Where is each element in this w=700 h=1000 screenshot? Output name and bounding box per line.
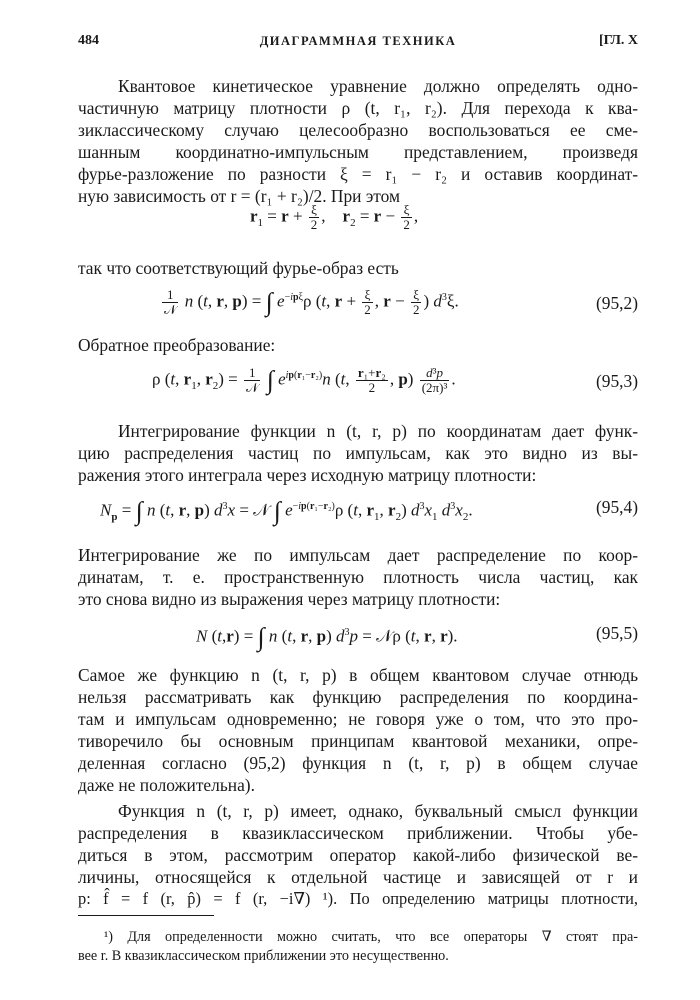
text-line: Интегрирование функции n (t, r, p) по координатам дает функ- [118, 421, 638, 441]
equation-r1-r2: $r_1 = r$ + $\frac{\xi}{2}$ , $r_2 = r$ − $\frac{\xi}{2}$ , [250, 202, 419, 232]
equation-95-4: $N_p$ = ∫ n (t, r, p) $d^3x$ = 𝒩 ∫ $e^{-ip(r_1-r_2)}\rho$ (t, $r_1$, $r_2$) $d^3x_1$ $d^3x_2$. [100, 496, 473, 526]
text-line: фурье-разложение по разности ξ = r₁ − r₂ и оставив координат- [78, 164, 638, 184]
text-line: даже не положительна). [78, 775, 255, 795]
equation-number: (95,4) [595, 497, 638, 517]
text-line: Интегрирование же по импульсам дает распределение по коор- [78, 545, 638, 565]
text-line: деленная согласно (95,2) функция n (t, r, p) в общем случае [78, 753, 638, 773]
equation-95-5: N (t,r) = ∫ n (t, r, p) $d^3p$ = 𝒩ρ (t, r, r). [196, 622, 458, 652]
footnote-rule [78, 915, 214, 916]
running-title: ДИАГРАММНАЯ ТЕХНИКА [259, 34, 457, 48]
text-line: ную зависимость от r = (r₁ + r₂)/2. При этом [78, 186, 401, 206]
equation-number: (95,5) [595, 623, 638, 643]
text-line: частичную матрицу плотности ρ (t, r₁, r₂). Для перехода к ква- [78, 98, 638, 118]
footnote-line: ¹) Для определенности можно считать, что все операторы ∇ стоят пра- [104, 929, 638, 945]
text-line: зиклассическому случаю целесообразно воспользоваться ее сме- [78, 120, 638, 140]
page-header [78, 33, 638, 53]
text-line: шанным координатно-импульсным представлением, произведя [78, 142, 638, 162]
text-line: диться в этом, рассмотрим оператор какой-либо физической ве- [78, 845, 638, 865]
footnote-line: вее r. В квазиклассическом приближении это несущественно. [78, 948, 449, 964]
equation-number: (95,3) [595, 371, 638, 391]
text-line: Обратное преобразование: [78, 335, 276, 355]
text-line: это снова видно из выражения через матрицу плотности: [78, 589, 501, 609]
text-line: нельзя рассматривать как функцию распределения по координа- [78, 687, 638, 707]
page-number: 484 [78, 33, 99, 48]
text-line: p: f̂ = f (r, p̂) = f (r, −i∇) ¹). По определению матрицы плотности, [78, 889, 638, 908]
text-line: цию распределения частиц по импульсам, как это видно из вы- [78, 443, 638, 463]
text-line: динатам, т. е. пространственную плотность числа частиц, как [78, 567, 638, 587]
text-line: тиворечило бы основным принципам квантовой механики, опре- [78, 731, 638, 751]
text-line: Квантовое кинетическое уравнение должно определять одно- [118, 76, 638, 96]
text-line: ражения этого интеграла через исходную матрицу плотности: [78, 465, 537, 485]
text-line: распределения в квазиклассическом приближении. Чтобы убе- [78, 823, 638, 843]
text-line: личины, относящейся к отдельной частице и зависящей от r и [78, 867, 638, 887]
chapter-label: [ГЛ. X [599, 33, 638, 48]
text-line: там и импульсам одновременно; не говоря уже о том, что это про- [78, 709, 638, 729]
text-line: Самое же функцию n (t, r, p) в общем квантовом случае отнюдь [78, 665, 638, 685]
text-line: Функция n (t, r, p) имеет, однако, буквальный смысл функции [118, 801, 638, 821]
equation-number: (95,2) [595, 293, 638, 313]
text-line: так что соответствующий фурье-образ есть [78, 258, 399, 278]
equation-95-3: ρ (t, $r_1$, $r_2$) = $\frac{1}{\text{𝒩}}$ ∫ $e^{ip(r_1-r_2)}n$ (t, $\frac{\text{r₁+r₂}}{2}$ , p) $\frac{\text{d³p}}{\text{(2π)³}}$ . [152, 365, 456, 396]
equation-95-2: $\frac{1}{\text{𝒩}}$ n (t, r, p) = ∫ $e^{-ip\xi}\rho$ (t, r + $\frac{\xi}{2}$ , r − $\frac{\xi}{2}$ ) $d^3\xi$. [164, 287, 459, 318]
